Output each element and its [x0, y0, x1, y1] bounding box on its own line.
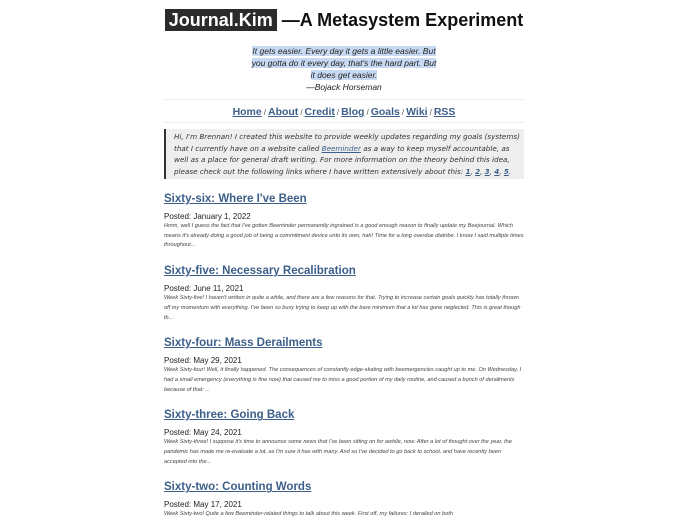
post-item — [164, 333, 524, 395]
nav-home[interactable]: Home — [232, 106, 262, 118]
post-title-link[interactable]: Sixty-two: Counting Words — [164, 481, 312, 494]
post-excerpt: Week Sixty-three! I suppose it's time to announce some news that I've been sitting on for awhile, now. After a lot of thought over the year, the pandemic has made me re-evaluate a lot, as I'm sure it has with many. And so I've decided to go back to school, and have recently been accepted into the... — [164, 439, 512, 465]
main-nav — [164, 100, 524, 122]
post-excerpt: Week Sixty-two! Quite a few Beeminder-related things to talk about this week. First off, my failures: I derailed on both — [164, 511, 453, 518]
post-excerpt: Hmm, well I guess the fact that I've gotten Beeminder permanently ingrained is a good enough reason to finally update my Beejournal. Which means it's already doing a good job of being a commitment device unto its own, hah! Time for a long overdue diatribe. I know I said multiple times throughout... — [164, 223, 524, 249]
nav-blog[interactable]: Blog — [341, 106, 365, 118]
nav-separator: / — [366, 108, 369, 117]
post-date: Posted: May 29, 2021 — [164, 356, 242, 366]
theory-link-5[interactable]: 5 — [503, 166, 509, 176]
theory-link-1[interactable]: 1 — [465, 166, 471, 176]
nav-wiki[interactable]: Wiki — [406, 106, 428, 118]
post-item — [164, 477, 524, 520]
intro-blockquote: Hi, I'm Brennan! I created this website to provide weekly updates regarding my goals (systems) that I currently have on a website called Beeminder as a way to keep myself accountable, as well as a place for general draft writing. For more information on the theory behind this idea, please check out the following links where I have written extensively about this: 1, 2, 3, 4, 5. — [164, 129, 524, 179]
theory-link-3[interactable]: 3 — [484, 166, 490, 176]
nav-separator: / — [401, 108, 405, 117]
post-date: Posted: January 1, 2022 — [164, 212, 251, 221]
nav-rss[interactable]: RSS — [433, 106, 456, 118]
nav-credit[interactable]: Credit — [304, 106, 335, 118]
post-date: Posted: June 11, 2021 — [164, 284, 244, 294]
post-item — [164, 261, 524, 323]
post-item — [164, 189, 524, 251]
intro-text-cont: as a way to keep myself accountable, as well as a place for general draft writing. For more information on the theory behind this idea, please check out the following links where I have written extensively about this: — [174, 143, 510, 176]
nav-separator: / — [263, 108, 266, 117]
theory-link-4[interactable]: 4 — [494, 166, 500, 176]
site-brand-logo[interactable]: Journal.Kim — [165, 9, 277, 31]
page — [164, 0, 524, 520]
post-date: Posted: May 24, 2021 — [164, 428, 242, 438]
quote-author: —Bojack Horseman — [306, 82, 382, 92]
nav-separator: / — [300, 108, 303, 117]
post-title-link[interactable]: Sixty-six: Where I've Been — [164, 193, 307, 205]
quote-text: It gets easier. Every day it gets a little easier. But you gotta do it every day, that's the hard part. But it does get easier. — [251, 46, 437, 80]
post-excerpt: Week Sixty-four! Well, it finally happened. The consequences of constantly edge-skating with beemergencies caught up to me. On Wednesday, I had a small emergency (everything is fine now) that caused me to miss a good portion of my daily routine, and caused a bunch of derailments because of that: ... — [164, 367, 522, 393]
post-title-link[interactable]: Sixty-five: Necessary Recalibration — [164, 265, 356, 278]
nav-goals[interactable]: Goals — [370, 106, 400, 118]
epigraph-quote — [249, 45, 439, 93]
beeminder-link[interactable]: Beeminder — [321, 143, 361, 153]
post-excerpt: Week Sixty-five! I haven't written in quite a while, and there are a few reasons for that. Trying to increase certain goals quickly has totally thrown off my momentum with everything. I've been so busy trying to keep up with the bare minimum that a lot has gone neglected. This is great though th... — [164, 295, 521, 321]
theory-link-2[interactable]: 2 — [475, 166, 481, 176]
site-header — [129, 10, 559, 31]
nav-separator: / — [429, 108, 432, 117]
intro-text: Hi, I'm Brennan! I created this website to provide weekly updates regarding my goals (systems) that I currently have on a website called — [174, 132, 520, 153]
intro-end: . — [508, 166, 512, 176]
post-item — [164, 405, 524, 467]
post-date: Posted: May 17, 2021 — [164, 500, 242, 510]
post-title-link[interactable]: Sixty-four: Mass Derailments — [164, 337, 323, 350]
nav-about[interactable]: About — [267, 106, 299, 118]
post-title-link[interactable]: Sixty-three: Going Back — [164, 409, 295, 422]
site-tagline: —A Metasystem Experiment — [276, 10, 524, 30]
nav-separator: / — [336, 108, 340, 117]
divider — [164, 122, 524, 123]
